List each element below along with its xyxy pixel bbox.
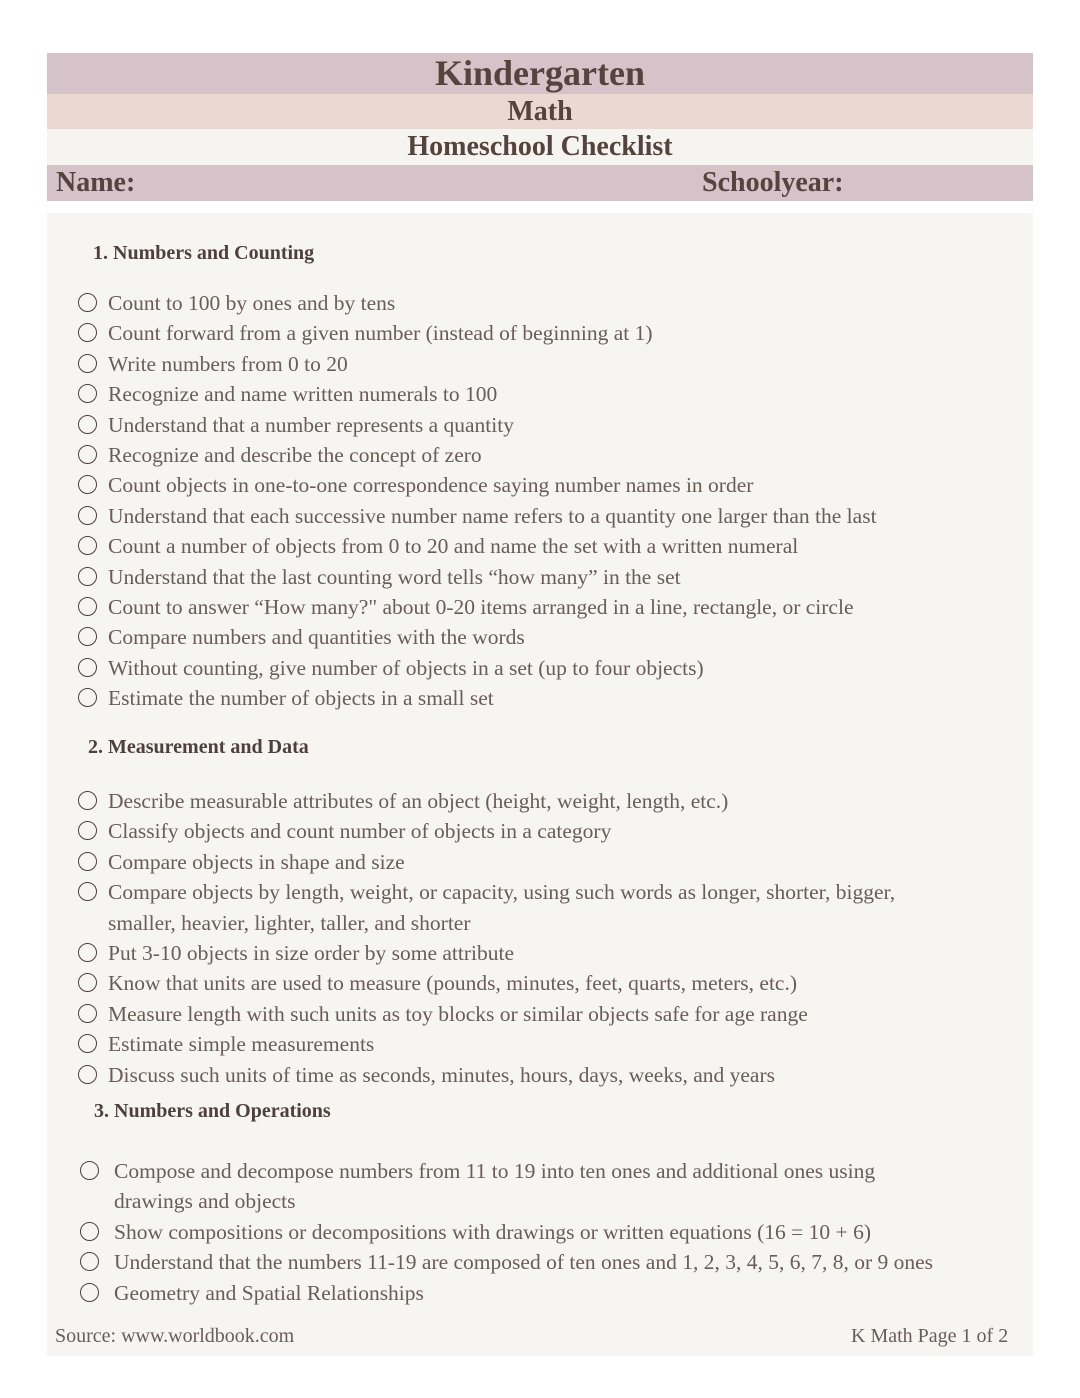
checklist-item-text-continued: drawings and objects (114, 1189, 296, 1214)
checklist-item (0, 1278, 980, 1308)
checklist-item (0, 318, 980, 348)
checklist-item (0, 999, 980, 1029)
checklist-item-text: Write numbers from 0 to 20 (108, 351, 348, 376)
checklist-item (0, 410, 980, 440)
checklist-item (0, 622, 980, 652)
checklist-item-text: Understand that each successive number name refers to a quantity one larger than the last (108, 503, 877, 528)
checklist-item-text: Recognize and describe the concept of zero (108, 442, 482, 467)
checkbox-circle-icon[interactable] (78, 658, 97, 677)
checkbox-circle-icon[interactable] (78, 852, 97, 871)
section-heading: 2. Measurement and Data (88, 736, 309, 758)
title-band (47, 53, 1033, 94)
checklist-item (0, 877, 980, 938)
checklist-item (0, 1156, 980, 1217)
checklist-item (0, 470, 980, 500)
checklist-item (0, 1247, 980, 1277)
subject-band (47, 94, 1033, 129)
checklist-item-text: Compare objects in shape and size (108, 849, 405, 874)
checkbox-circle-icon[interactable] (78, 445, 97, 464)
checklist-item (0, 288, 980, 318)
checklist-item (0, 786, 980, 816)
checkbox-circle-icon[interactable] (78, 323, 97, 342)
checkbox-circle-icon[interactable] (78, 821, 97, 840)
checkbox-circle-icon[interactable] (78, 973, 97, 992)
checklist-item (0, 1060, 980, 1090)
checklist-item-text: Count to 100 by ones and by tens (108, 291, 396, 315)
checklist-item-text: Compare objects by length, weight, or capacity, using such words as longer, shorter, bigger, (108, 880, 896, 905)
checklist-item-text: Estimate simple measurements (108, 1032, 375, 1057)
checkbox-circle-icon[interactable] (78, 415, 97, 434)
checklist (0, 288, 980, 713)
checkbox-circle-icon[interactable] (78, 1065, 97, 1084)
subtitle: Homeschool Checklist (407, 131, 673, 162)
checkbox-circle-icon[interactable] (80, 1222, 99, 1241)
checklist-item-text: Measure length with such units as toy blocks or similar objects safe for age range (108, 1001, 808, 1026)
checklist-item (0, 349, 980, 379)
checklist-item (0, 816, 980, 846)
checklist-item (0, 1217, 980, 1247)
checklist-item-text: Understand that a number represents a quantity (108, 412, 514, 437)
checkbox-circle-icon[interactable] (78, 384, 97, 403)
checklist-item (0, 379, 980, 409)
checkbox-circle-icon[interactable] (78, 1004, 97, 1023)
checkbox-circle-icon[interactable] (78, 354, 97, 373)
checklist-item-text: Compare numbers and quantities with the words (108, 625, 525, 650)
section-heading: 3. Numbers and Operations (94, 1100, 331, 1122)
source-text: Source: www.worldbook.com (55, 1325, 295, 1347)
checklist-item-text: Describe measurable attributes of an object (height, weight, length, etc.) (108, 789, 729, 813)
checklist-item (0, 653, 980, 683)
checklist-item-text: Geometry and Spatial Relationships (114, 1280, 424, 1305)
checkbox-circle-icon[interactable] (78, 506, 97, 525)
checklist-item-text: Count forward from a given number (instead of beginning at 1) (108, 321, 653, 346)
checklist-item (0, 531, 980, 561)
checklist-item (0, 938, 980, 968)
checklist-item-text-continued: smaller, heavier, lighter, taller, and shorter (108, 910, 471, 935)
checklist-item (0, 847, 980, 877)
page-title: Kindergarten (435, 53, 645, 93)
schoolyear-label: Schoolyear: (702, 167, 844, 198)
name-label: Name: (56, 167, 136, 198)
checkbox-circle-icon[interactable] (78, 688, 97, 707)
checklist-item-text: Count to answer “How many?" about 0-20 items arranged in a line, rectangle, or circle (108, 594, 854, 619)
checklist-item-text: Discuss such units of time as seconds, minutes, hours, days, weeks, and years (108, 1062, 775, 1087)
checklist-item-text: Without counting, give number of objects in a set (up to four objects) (108, 655, 704, 680)
name-schoolyear-band (47, 165, 1033, 201)
checklist-item-text: Show compositions or decompositions with drawings or written equations (16 = 10 + 6) (114, 1219, 871, 1244)
checklist-item-text: Compose and decompose numbers from 11 to 19 into ten ones and additional ones using (114, 1159, 876, 1183)
checklist-item (0, 1029, 980, 1059)
checklist-item-text: Count a number of objects from 0 to 20 and name the set with a written numeral (108, 534, 799, 559)
checklist-item (0, 683, 980, 713)
checklist-item (0, 501, 980, 531)
checkbox-circle-icon[interactable] (80, 1283, 99, 1302)
checkbox-circle-icon[interactable] (78, 943, 97, 962)
checklist-item-text: Put 3-10 objects in size order by some attribute (108, 940, 515, 965)
checkbox-circle-icon[interactable] (78, 536, 97, 555)
checklist-item (0, 592, 980, 622)
checklist-item-text: Count objects in one-to-one correspondence saying number names in order (108, 473, 754, 498)
checkbox-circle-icon[interactable] (80, 1161, 99, 1180)
checkbox-circle-icon[interactable] (78, 567, 97, 586)
checkbox-circle-icon[interactable] (78, 882, 97, 901)
checkbox-circle-icon[interactable] (78, 1034, 97, 1053)
checkbox-circle-icon[interactable] (80, 1252, 99, 1271)
checkbox-circle-icon[interactable] (78, 627, 97, 646)
checklist-item (0, 562, 980, 592)
checklist-item-text: Recognize and name written numerals to 100 (108, 382, 498, 407)
subtitle-band (47, 129, 1033, 165)
checklist-item-text: Understand that the last counting word tells “how many” in the set (108, 564, 681, 589)
section-heading: 1. Numbers and Counting (93, 242, 315, 264)
checkbox-circle-icon[interactable] (78, 791, 97, 810)
checklist-item (0, 440, 980, 470)
checklist-item-text: Classify objects and count number of objects in a category (108, 819, 612, 844)
checkbox-circle-icon[interactable] (78, 597, 97, 616)
checkbox-circle-icon[interactable] (78, 293, 97, 312)
checklist (0, 786, 980, 1090)
checklist-item-text: Estimate the number of objects in a small set (108, 686, 494, 711)
checklist-item-text: Know that units are used to measure (pounds, minutes, feet, quarts, meters, etc.) (108, 971, 798, 996)
checklist (0, 1156, 980, 1308)
subject-title: Math (507, 96, 573, 127)
page-number: K Math Page 1 of 2 (851, 1325, 1009, 1347)
checkbox-circle-icon[interactable] (78, 475, 97, 494)
checklist-item-text: Understand that the numbers 11-19 are composed of ten ones and 1, 2, 3, 4, 5, 6, 7, 8, or 9 ones (114, 1250, 934, 1275)
checklist-item (0, 968, 980, 998)
